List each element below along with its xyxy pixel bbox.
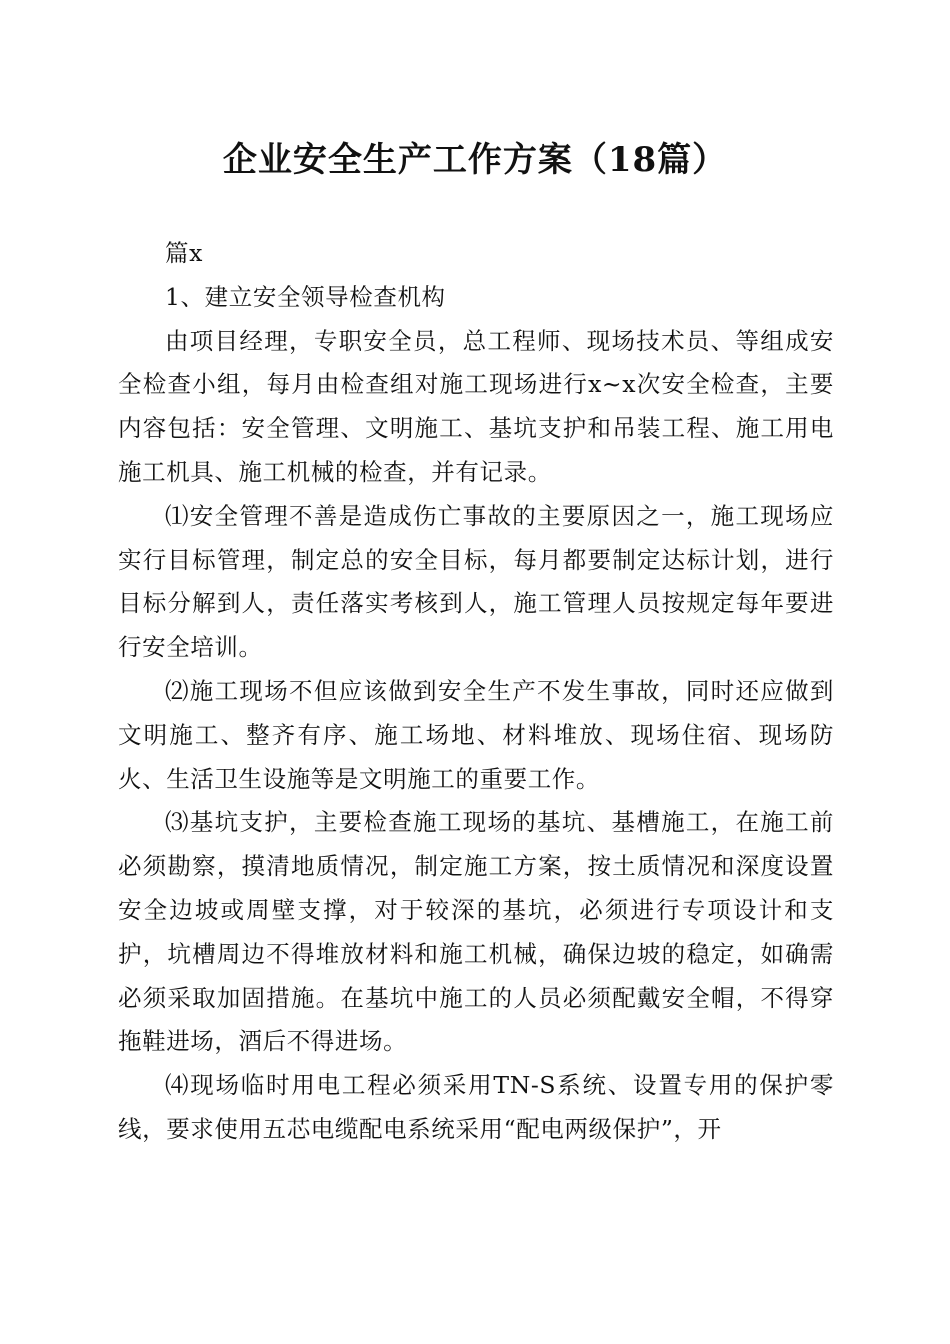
paragraph: 由项目经理，专职安全员，总工程师、现场技术员、等组成安全检查小组，每月由检查组对施工现场进行x~x次安全检查，主要内容包括：安全管理、文明施工、基坑支护和吊装工程、施工用电施工机具、施工机械的检查，并有记录。 [118,326,834,486]
section-heading: 1、建立安全领导检查机构 [165,282,446,311]
paragraph: ⑵施工现场不但应该做到安全生产不发生事故，同时还应做到文明施工、整齐有序、施工场地、材料堆放、现场住宿、现场防火、生活卫生设施等是文明施工的重要工作。 [118,676,834,793]
paragraph: ⑷现场临时用电工程必须采用TN-S系统、设置专用的保护零线，要求使用五芯电缆配电系统采用“配电两级保护”，开 [118,1071,834,1143]
paragraph: ⑶基坑支护，主要检查施工现场的基坑、基槽施工，在施工前必须勘察，摸清地质情况，制定施工方案，按土质情况和深度设置安全边坡或周壁支撑，对于较深的基坑，必须进行专项设计和支护，坑槽周边不得堆放材料和施工机械，确保边坡的稳定，如确需必须采取加固措施。在基坑中施工的人员必须配戴安全帽，不得穿拖鞋进场，酒后不得进场。 [118,808,834,1056]
document-body [118,232,834,1152]
section-label: 篇x [165,239,203,267]
document-title: 企业安全生产工作方案（18篇） [222,140,728,180]
paragraph: ⑴安全管理不善是造成伤亡事故的主要原因之一，施工现场应实行目标管理，制定总的安全目标，每月都要制定达标计划，进行目标分解到人，责任落实考核到人，施工管理人员按规定每年要进行安全培训。 [118,501,834,662]
